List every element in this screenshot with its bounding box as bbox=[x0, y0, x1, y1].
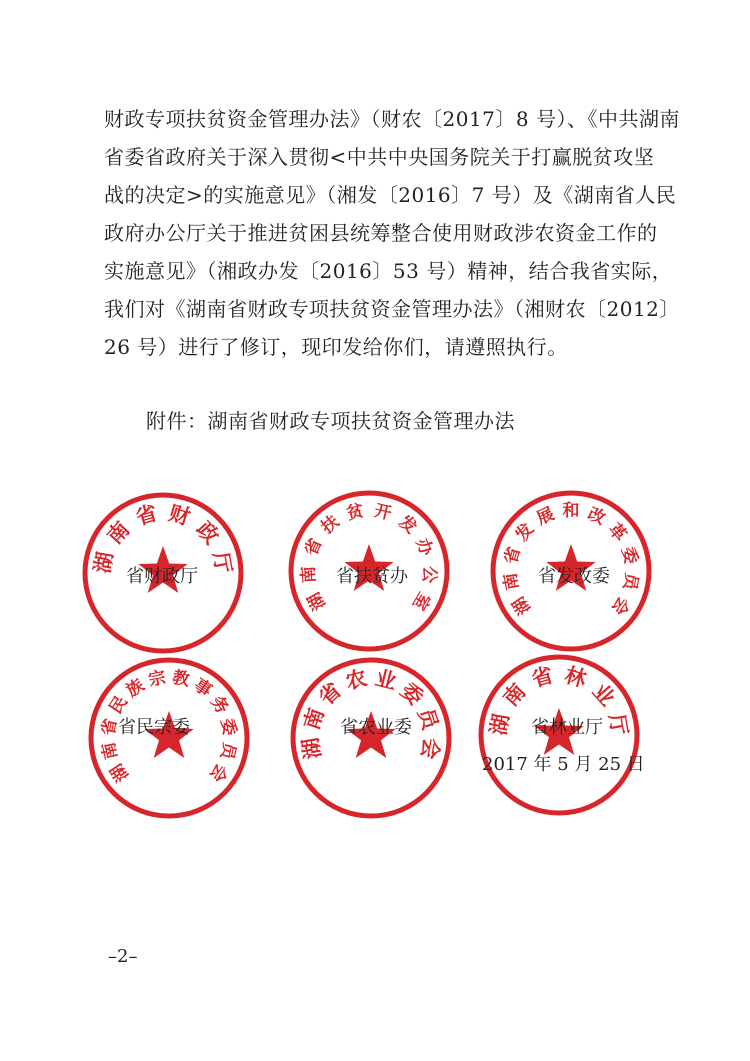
seal-ring-char: 湖 bbox=[298, 735, 326, 761]
body-line: 政府办公厅关于推进贫困县统筹整合使用财政涉农资金工作的 bbox=[104, 221, 658, 245]
page-number: –2– bbox=[108, 946, 138, 967]
seal-ring-char: 南 bbox=[102, 517, 135, 549]
seal-ring-char: 发 bbox=[394, 511, 421, 539]
body-text bbox=[104, 100, 680, 366]
seal-ring-char: 厅 bbox=[208, 550, 236, 576]
seal-ring-char: 南 bbox=[500, 571, 524, 592]
signer-agriculture-commission: 省农业委 bbox=[340, 717, 412, 738]
seal-ring-char: 革 bbox=[603, 519, 631, 546]
seal-ring-char: 湖 bbox=[486, 712, 514, 738]
signer-development-commission: 省发改委 bbox=[538, 566, 610, 587]
seal-ring-char: 民 bbox=[105, 692, 132, 718]
seal-ring-char: 财 bbox=[166, 500, 193, 530]
seal-ring-char: 湖 bbox=[106, 759, 133, 786]
seal-ring-char: 员 bbox=[216, 740, 240, 762]
seal-ring-char: 湖 bbox=[508, 592, 535, 619]
body-line: 26 号）进行了修订，现印发给你们，请遵照执行。 bbox=[104, 335, 568, 359]
seal-ring-char: 南 bbox=[299, 705, 329, 733]
seal-ring-char: 发 bbox=[511, 519, 539, 546]
seal-ring-char: 改 bbox=[584, 503, 609, 530]
seal-ring-char: 厅 bbox=[604, 712, 632, 738]
seal-ring-char: 务 bbox=[206, 692, 233, 718]
seal-ring-char: 会 bbox=[205, 759, 232, 786]
attachment-line: 附件：湖南省财政专项扶贫资金管理办法 bbox=[146, 409, 515, 433]
seal-ring-char: 事 bbox=[189, 675, 216, 702]
body-line: 省委省政府关于深入贯彻<中共中央国务院关于打赢脱贫攻坚 bbox=[104, 145, 655, 169]
seal-ring-char: 室 bbox=[408, 588, 434, 614]
seal-ring-char: 省 bbox=[133, 500, 160, 530]
seal-ring-char: 省 bbox=[501, 544, 525, 567]
issue-date: 2017 年 5 月 25 日 bbox=[482, 754, 645, 775]
seal-ring-char: 族 bbox=[122, 675, 149, 702]
seal-ring-char: 员 bbox=[413, 705, 443, 733]
seal-ring-char: 扶 bbox=[317, 511, 344, 539]
seal-ring-char: 委 bbox=[395, 678, 428, 710]
seal-ring-char: 开 bbox=[372, 500, 394, 525]
seal-ring-char: 南 bbox=[98, 740, 122, 762]
signer-finance-dept: 省财政厅 bbox=[126, 566, 198, 587]
seal-ring-char: 南 bbox=[298, 565, 320, 584]
seal-ring-char: 湖 bbox=[90, 550, 118, 576]
seal-ring-char: 业 bbox=[587, 679, 620, 711]
seal-ring-char: 委 bbox=[216, 716, 240, 738]
seal-ring-char: 会 bbox=[607, 592, 634, 619]
seal-ring-char: 公 bbox=[418, 565, 440, 584]
seal-ring-char: 省 bbox=[314, 678, 347, 710]
seal-ring-char: 政 bbox=[191, 517, 224, 549]
seal-ring-char: 展 bbox=[533, 503, 558, 530]
seal-ring-char: 办 bbox=[411, 535, 437, 559]
seal-ring-char: 湖 bbox=[304, 588, 330, 614]
signer-poverty-office: 省扶贫办 bbox=[336, 566, 408, 587]
signer-forestry-dept: 省林业厅 bbox=[531, 717, 603, 738]
seal-ring-char: 贫 bbox=[344, 500, 366, 525]
seal-ring-char: 林 bbox=[562, 662, 589, 692]
signer-ethnic-religious-commission: 省民宗委 bbox=[118, 717, 190, 738]
seal-ring-char: 教 bbox=[170, 667, 192, 691]
body-line: 财政专项扶贫资金管理办法》（财农〔2017〕8 号）、《中共湖南 bbox=[104, 107, 680, 131]
seal-ring-char: 省 bbox=[301, 535, 327, 559]
seal-ring-char: 员 bbox=[618, 571, 642, 592]
seal-ring-char: 业 bbox=[372, 665, 399, 695]
body-line: 实施意见》（湘政办发〔2016〕53 号）精神，结合我省实际， bbox=[104, 259, 673, 283]
seal-ring-char: 农 bbox=[343, 665, 370, 695]
seal-ring-char: 和 bbox=[562, 501, 580, 521]
seal-ring-char: 省 bbox=[529, 662, 556, 692]
body-line: 我们对《湖南省财政专项扶贫资金管理办法》（湘财农〔2012〕 bbox=[104, 297, 680, 321]
seal-ring-char: 南 bbox=[498, 679, 531, 711]
seal-ring-char: 省 bbox=[98, 716, 122, 738]
seal-ring-char: 会 bbox=[416, 735, 444, 761]
seal-ring-char: 委 bbox=[617, 544, 641, 567]
seal-ring-char: 宗 bbox=[146, 667, 168, 691]
body-line: 战的决定>的实施意见》（湘发〔2016〕7 号）及《湖南省人民 bbox=[104, 183, 677, 207]
